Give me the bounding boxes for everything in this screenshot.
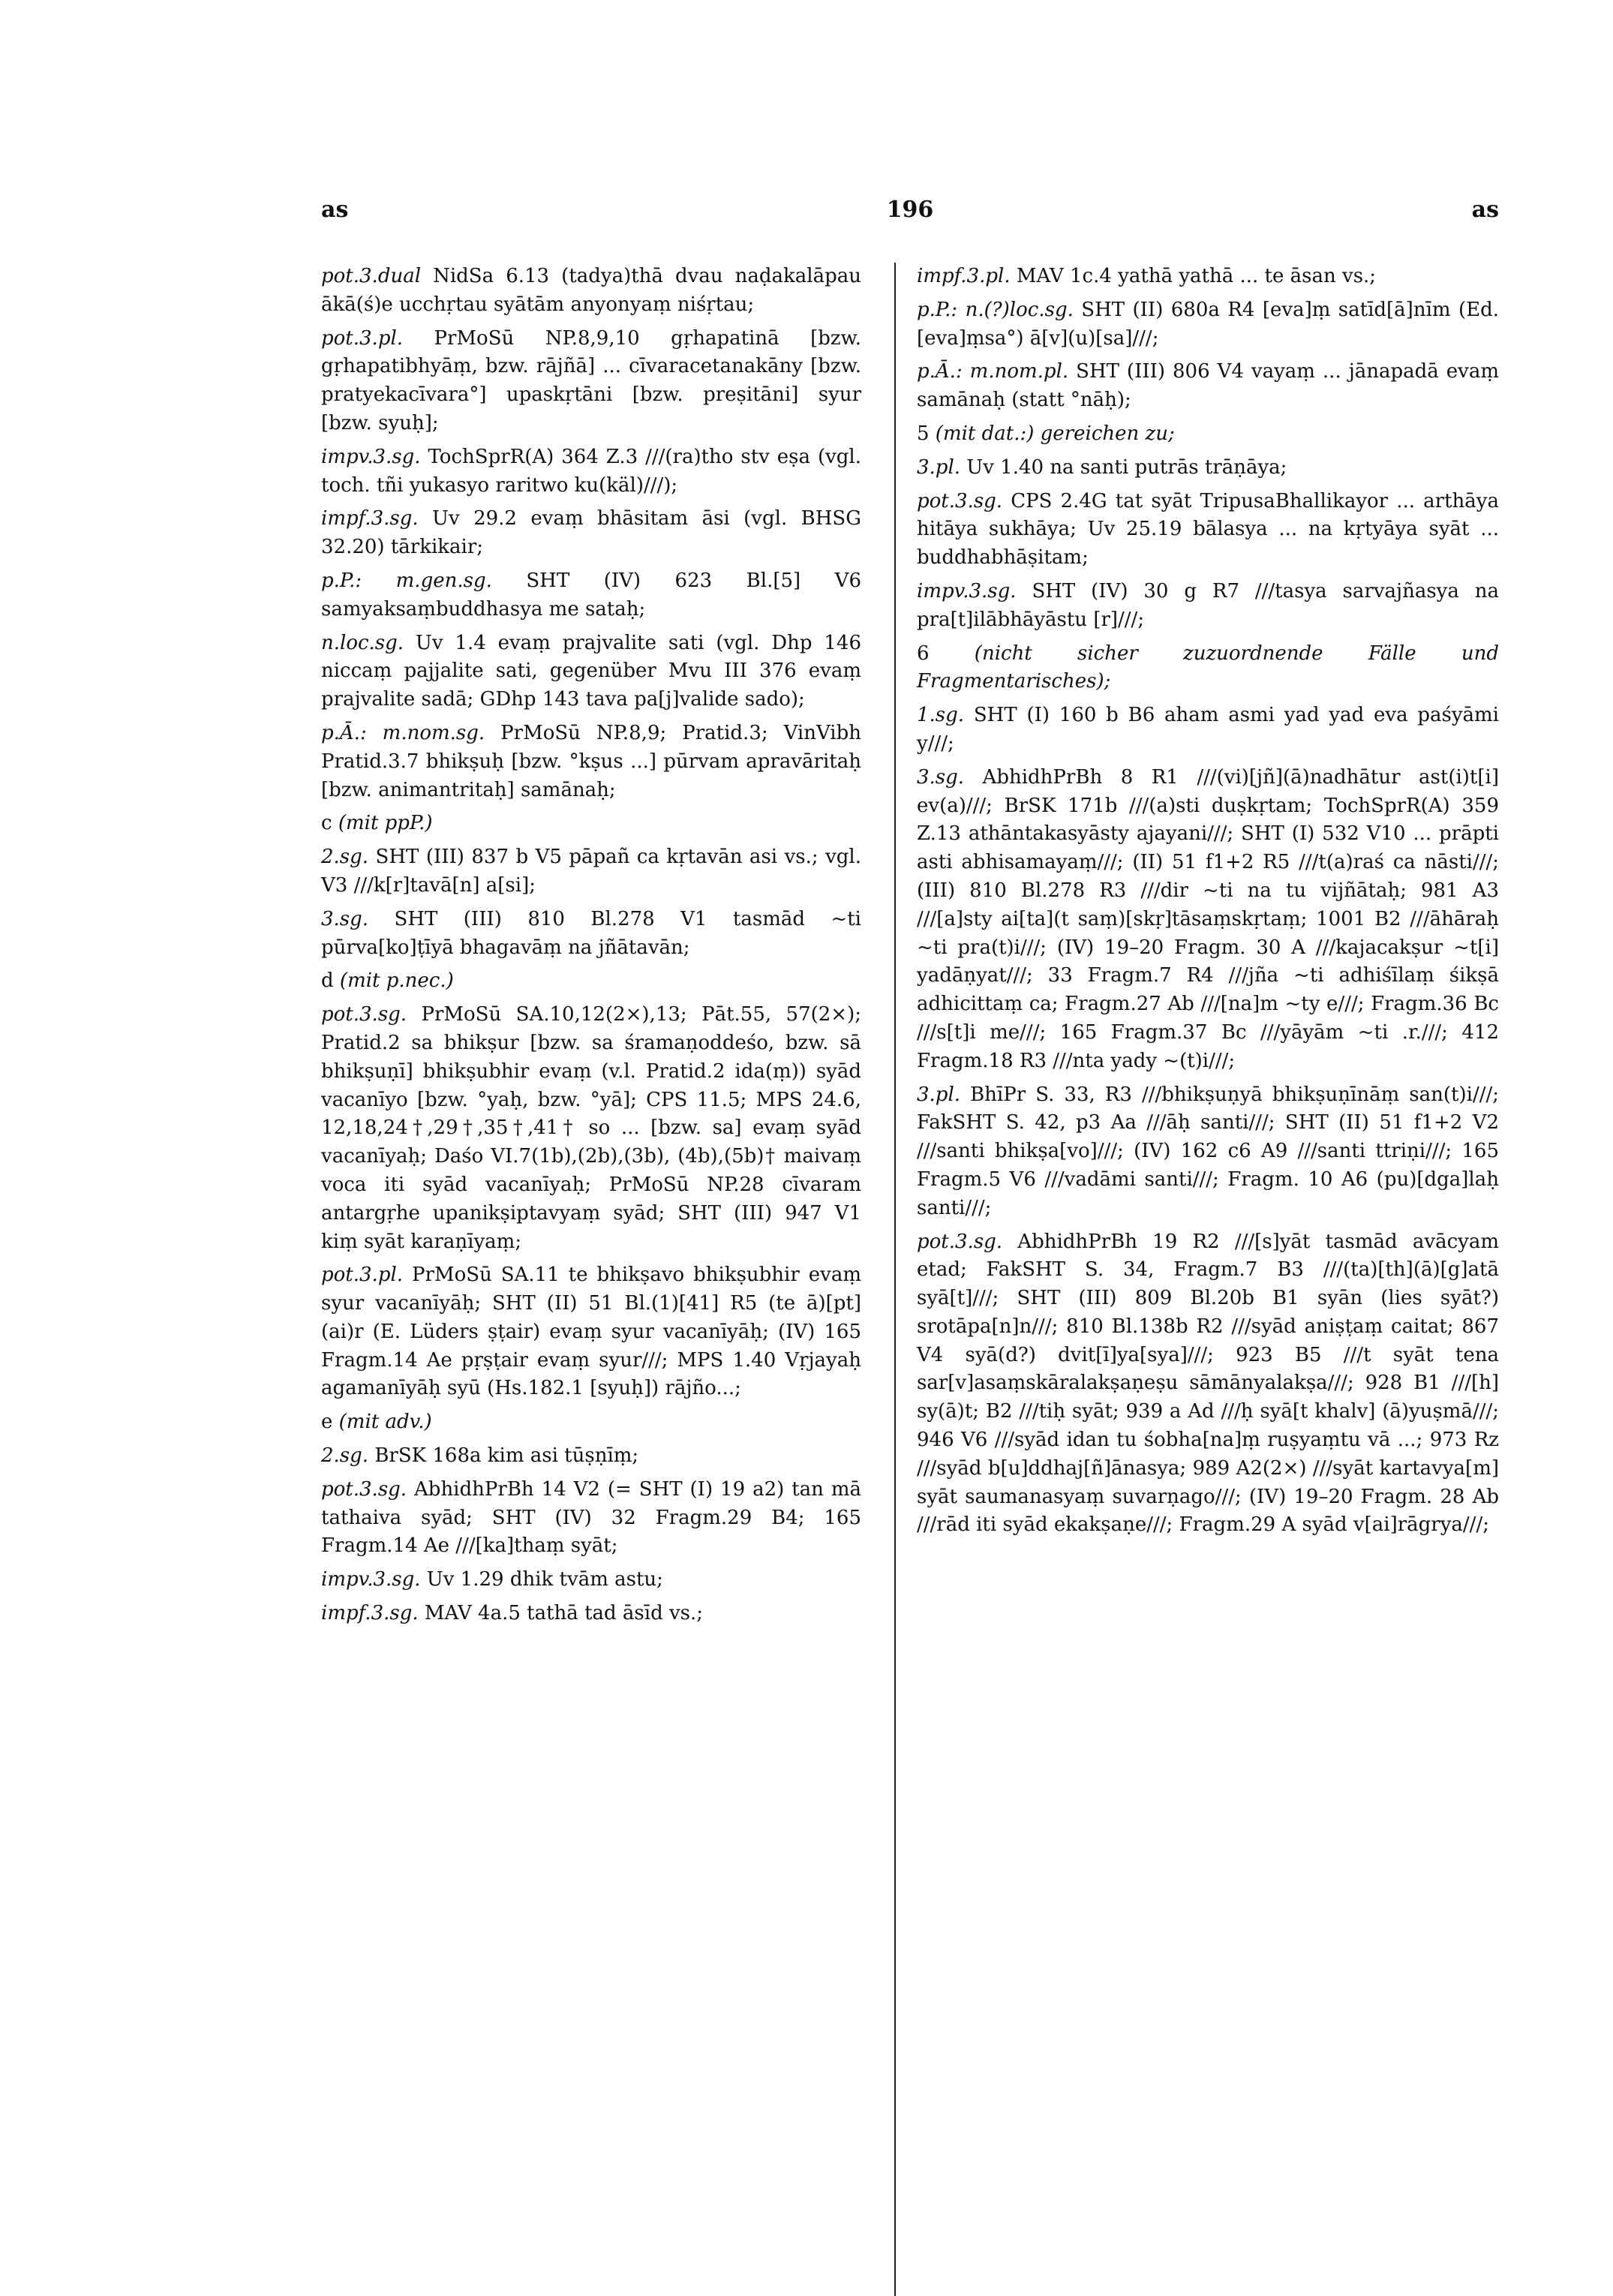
dictionary-entry (321, 1408, 861, 1437)
grammar-label: pot.3.dual (321, 265, 422, 287)
grammar-label: pot.3.sg. (321, 1477, 407, 1501)
grammar-label: n.loc.sg. (321, 631, 404, 654)
entry-text: SHT (IV) 30 g R7 ///tasya sarvajñasya na pra[t]ilābhāyāstu [r]///; (917, 579, 1499, 631)
dictionary-entry (321, 843, 861, 900)
dictionary-entry (321, 720, 861, 804)
dictionary-entry (321, 906, 861, 963)
entry-text: Uv 1.4 evaṃ prajvalite sati (vgl. Dhp 146 niccaṃ pajjalite sati, gegenüber Mvu III 376 evaṃ prajvalite sadā; GDhp 143 tava pa[j]valide sado); (321, 631, 861, 711)
dictionary-entry (917, 1228, 1499, 1540)
dictionary-entry (917, 358, 1499, 415)
entry-text: SHT (IV) 623 Bl.[5] V6 samyaksaṃbuddhasya me sataḥ; (321, 569, 861, 621)
grammar-label: impf.3.sg. (321, 507, 419, 530)
grammar-label: impv.3.sg. (321, 1568, 421, 1591)
grammar-label: impf.3.sg. (321, 1602, 419, 1625)
entry-text: (mit adv.) (332, 1411, 432, 1434)
grammar-label: p.Ā.: m.nom.pl. (917, 360, 1069, 383)
grammar-label: pot.3.pl. (321, 326, 404, 350)
dictionary-entry (917, 488, 1499, 572)
entry-text: AbhidhPrBh 14 V2 (= SHT (I) 19 a2) tan mā tathaiva syād; SHT (IV) 32 Fragm.29 B4; 165 Fragm.14 Ae ///[ka]thaṃ syāt; (321, 1477, 861, 1558)
entry-text: (mit dat.:) gereichen zu; (929, 422, 1175, 445)
dictionary-entry (917, 454, 1499, 482)
dictionary-entry (321, 567, 861, 624)
dictionary-entry (321, 1566, 861, 1594)
grammar-label: c (321, 812, 332, 835)
grammar-label: 1.sg. (917, 704, 965, 727)
dictionary-entry (917, 640, 1499, 697)
dictionary-entry (321, 1001, 861, 1256)
header-left-keyword: as (321, 197, 349, 223)
entry-text: SHT (III) 810 Bl.278 V1 tasmād ~ti pūrva[ko]ṭīyā bhagavāṃ na jñātavān; (321, 907, 861, 959)
dictionary-entry (321, 1442, 861, 1471)
entry-text: AbhidhPrBh 8 R1 ///(vi)[jñ](ā)nadhātur ast(i)t[i] ev(a)///; BrSK 171b ///(a)sti duṣkṛtam; TochSprR(A) 359 Z.13 athāntakasyāsty ajayani///; SHT (I) 532 V10 ... prāpti asti abhisamayaṃ///; (II) 51 f1+2 R5 ///t(a)raś ca nāsti///; (III) 810 Bl.278 R3 ///dir ~ti na tu vijñātaḥ; 981 A3 ///[a]sty ai[ta](t saṃ)[skṛ]tāsaṃskṛtaṃ; 1001 B2 ///āhāraḥ ~ti pra(t)i///; (IV) 19–20 Fragm. 30 A ///kajacakṣur ~t[i] yadāṇyat///; 33 Fragm.7 R4 ///jña ~ti adhiśīlaṃ śikṣā adhicittaṃ ca; Fragm.27 Ab ///[na]m ~ty e///; Fragm.36 Bc ///s[t]i me///; 165 Fragm.37 Bc ///yāyām ~ti .r.///; 412 Fragm.18 R3 ///nta yady ~(t)i///; (917, 765, 1499, 1072)
entry-text: MAV 4a.5 tathā tad āsīd vs.; (418, 1602, 704, 1625)
grammar-label: impf.3.pl. (917, 265, 1011, 287)
grammar-label: 2.sg. (321, 1444, 369, 1468)
running-header (321, 197, 1499, 242)
dictionary-entry (321, 505, 861, 562)
dictionary-entry (917, 263, 1499, 291)
grammar-label: p.P.: n.(?)loc.sg. (917, 298, 1074, 321)
entry-text: SHT (I) 160 b B6 aham asmi yad yad eva paśyāmi y///; (917, 704, 1499, 755)
entry-text: Uv 1.40 na santi putrās trāṇāya; (960, 455, 1287, 479)
entry-text: MAV 1c.4 yathā yathā ... te āsan vs.; (1010, 265, 1377, 287)
grammar-label: 2.sg. (321, 846, 369, 869)
grammar-label: 5 (917, 422, 930, 445)
grammar-label: d (321, 969, 334, 993)
entry-text: PrMoSū NP.8,9,10 gṛhapatinā [bzw. gṛhapatibhyāṃ, bzw. rājñā] ... cīvaracetanakāny [bzw. pratyekacīvara°] upaskṛtāni [bzw. preṣitāni] syur [bzw. syuḥ]; (321, 326, 861, 434)
dictionary-entry (321, 1476, 861, 1561)
grammar-label: pot.3.pl. (321, 1264, 404, 1287)
entry-text: Uv 29.2 evaṃ bhāsitam āsi (vgl. BHSG 32.20) tārkikair; (321, 507, 861, 559)
grammar-label: 6 (917, 642, 930, 665)
grammar-label: 3.pl. (917, 1083, 961, 1106)
entry-text: PrMoSū SA.10,12(2×),13; Pāt.55, 57(2×); Pratid.2 sa bhikṣur [bzw. sa śramaṇoddeśo, bzw. sā bhikṣuṇī] bhikṣubhir evaṃ (v.l. Pratid.2 ida(ṃ)) syād vacanīyo [bzw. °yaḥ, bzw. °yā]; CPS 11.5; MPS 24.6, 12,18,24†,29†,35†,41† so ... [bzw. sa] evaṃ syād vacanīyaḥ; Daśo VI.7(1b),(2b),(3b), (4b),(5b)† maivaṃ voca iti syād vacanīyaḥ; PrMoSū NP.28 cīvaram antargṛhe upanikṣiptavyaṃ syād; SHT (III) 947 V1 kiṃ syāt karaṇīyaṃ; (321, 1003, 861, 1253)
right-column (917, 263, 1499, 1545)
entry-text: CPS 2.4G tat syāt TripusaBhallikayor ... arthāya hitāya sukhāya; Uv 25.19 bālasya ... na kṛtyāya syāt ... buddhabhāṣitam; (917, 489, 1499, 569)
dictionary-entry (917, 764, 1499, 1076)
entry-text: Uv 1.29 dhik tvām astu; (420, 1568, 663, 1591)
entry-text: BhīPr S. 33, R3 ///bhikṣuṇyā bhikṣuṇīnāṃ san(t)i///; FakSHT S. 42, p3 Aa ///āḥ santi///; SHT (II) 51 f1+2 V2 ///santi bhikṣa[vo]///; (IV) 162 c6 A9 ///santi ttriṇi///; 165 Fragm.5 V6 ///vadāmi santi///; Fragm. 10 A6 (pu)[dga]laḥ santi///; (917, 1083, 1499, 1219)
dictionary-entry (917, 1081, 1499, 1223)
dictionary-entry (321, 967, 861, 996)
grammar-label: 3.sg. (917, 765, 965, 789)
entry-text: SHT (III) 806 V4 vayaṃ ... jānapadā evaṃ samānaḥ (statt °nāḥ); (917, 360, 1499, 412)
dictionary-entry (917, 420, 1499, 449)
entry-text: AbhidhPrBh 19 R2 ///[s]yāt tasmād avācyam etad; FakSHT S. 34, Fragm.7 B3 ///(ta)[th](ā)[g]atā syā[t]///; SHT (III) 809 Bl.20b B1 syān (lies syāt?) srotāpa[n]n///; 810 Bl.138b R2 ///syād aniṣṭaṃ caitat; 867 V4 syā(d?) dvit[ī]ya[sya]///; 923 B5 ///t syāt tena sar[v]asaṃskāralakṣaṇeṣu sāmānyalakṣa///; 928 B1 ///[h] sy(ā)t; B2 ///tiḥ syāt; 939 a Ad ///ḥ syā[t khalv] (ā)yuṣmā///; 946 V6 ///syād idan tu śobha[na]ṃ ruṣyaṃtu vā ...; 973 Rz ///syād b[u]ddhaj[ñ]ānasya; 989 A2(2×) ///syāt kartavya[m] syāt saumanasyaṃ suvarṇago///; (IV) 19–20 Fragm. 28 Ab ///rād iti syād ekakṣaṇe///; Fragm.29 A syād v[ai]rāgrya///; (917, 1230, 1499, 1537)
entry-text: (mit ppP.) (332, 812, 433, 835)
dictionary-entry (321, 443, 861, 500)
dictionary-entry (321, 1261, 861, 1403)
entry-text: NidSa 6.13 (tadya)thā dvau naḍakalāpau ākā(ś)e ucchṛtau syātām anyonyaṃ niśṛtau; (321, 265, 861, 316)
entry-text: BrSK 168a kim asi tūṣṇīṃ; (368, 1444, 639, 1468)
dictionary-entry (321, 630, 861, 714)
header-right-keyword: as (1471, 197, 1499, 223)
page-number: 196 (886, 197, 934, 223)
grammar-label: impv.3.sg. (917, 579, 1017, 603)
dictionary-entry (321, 810, 861, 838)
grammar-label: pot.3.sg. (917, 489, 1003, 512)
grammar-label: p.Ā.: m.nom.sg. (321, 721, 485, 744)
grammar-label: pot.3.sg. (917, 1230, 1003, 1253)
entry-text: (nicht sicher zuzuordnende Fälle und Fragmentarisches); (917, 642, 1499, 693)
grammar-label: e (321, 1411, 333, 1434)
entry-text: PrMoSū NP.8,9; Pratid.3; VinVibh Pratid.3.7 bhikṣuḥ [bzw. °kṣus ...] pūrvam apravāritaḥ [bzw. animantritaḥ] samānaḥ; (321, 721, 862, 801)
grammar-label: 3.pl. (917, 455, 961, 479)
entry-text: SHT (III) 837 b V5 pāpañ ca kṛtavān asi vs.; vgl. V3 ///k[r]tavā[n] a[si]; (321, 846, 861, 897)
dictionary-entry (917, 702, 1499, 759)
grammar-label: 3.sg. (321, 907, 369, 930)
dictionary-entry (917, 296, 1499, 353)
dictionary-entry (321, 263, 861, 320)
dictionary-entry (321, 325, 861, 438)
column-divider (894, 263, 896, 2296)
entry-text: (mit p.nec.) (333, 969, 454, 993)
grammar-label: impv.3.sg. (321, 445, 421, 468)
entry-text: PrMoSū SA.11 te bhikṣavo bhikṣubhir evaṃ syur vacanīyāḥ; SHT (II) 51 Bl.(1)[41] R5 (te ā)[pt](ai)r (E. Lüders ṣṭair) evaṃ syur vacanīyāḥ; (IV) 165 Fragm.14 Ae pṛṣṭair evaṃ syur///; MPS 1.40 Vṛjayaḥ agamanīyāḥ syū (Hs.182.1 [syuḥ]) rājño...; (321, 1264, 861, 1400)
left-column (321, 263, 861, 1633)
entry-text: SHT (II) 680a R4 [eva]ṃ satīd[ā]nīm (Ed. [eva]ṃsa°) ā[v](u)[sa]///; (917, 298, 1499, 350)
grammar-label: pot.3.sg. (321, 1003, 407, 1026)
dictionary-entry (321, 1600, 861, 1628)
dictionary-entry (917, 578, 1499, 635)
grammar-label: p.P.: m.gen.sg. (321, 569, 492, 592)
entry-text: TochSprR(A) 364 Z.3 ///(ra)tho stv eṣa (vgl. toch. tñi yukasyo raritwo ku(käl)///); (321, 445, 861, 497)
